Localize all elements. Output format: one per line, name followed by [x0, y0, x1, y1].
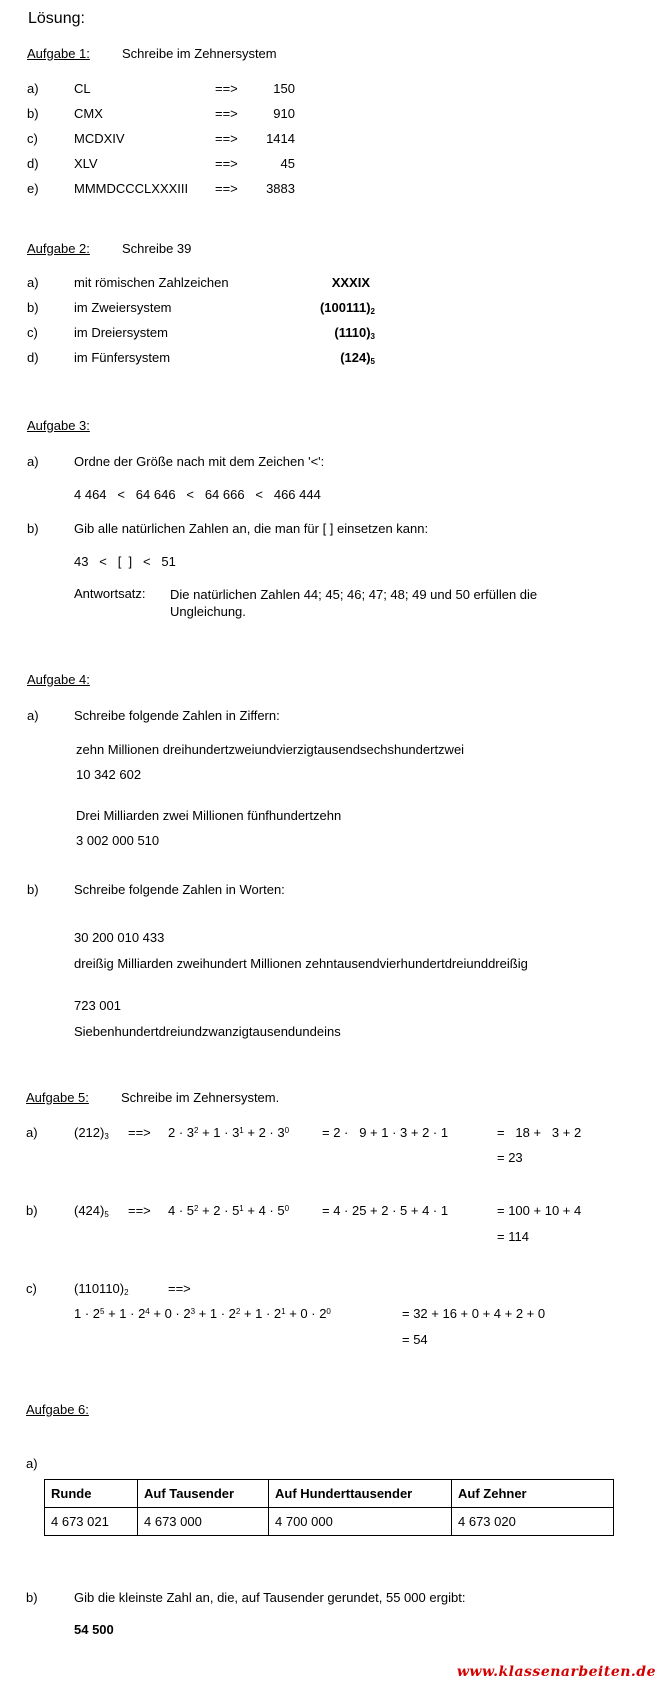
arrow: ==> [215, 156, 238, 171]
number-digits: 3 002 000 510 [76, 833, 160, 848]
decimal-value: 1414 [266, 131, 295, 146]
roman-numeral: CMX [74, 106, 103, 121]
question-text: mit römischen Zahlzeichen [74, 275, 229, 290]
result-sum: = 32 + 16 + 0 + 4 + 2 + 0 [402, 1306, 546, 1321]
decimal-value: 3883 [266, 181, 295, 196]
row-label: a) [27, 454, 39, 469]
question-text: im Zweiersystem [74, 300, 172, 315]
roman-numeral: XLV [74, 156, 98, 171]
result: = 114 [497, 1229, 529, 1244]
row-label: b) [27, 300, 39, 315]
table-cell: 4 673 000 [138, 1508, 269, 1536]
question-text: Schreibe folgende Zahlen in Ziffern: [74, 708, 280, 723]
row-label: c) [26, 1281, 37, 1296]
row-label: d) [27, 350, 39, 365]
row-label: b) [27, 106, 39, 121]
number-words: Drei Milliarden zwei Millionen fünfhundertzehn [76, 808, 342, 823]
aufgabe2-task: Schreibe 39 [122, 241, 192, 256]
arrow: ==> [128, 1203, 151, 1218]
question-text: im Fünfersystem [74, 350, 171, 365]
question-text: Ordne der Größe nach mit dem Zeichen '<': [74, 454, 325, 469]
expansion: $2 \cdot 3^2 + 1 \cdot 3^1 + 2 \cdot 3^0$ [168, 1125, 290, 1140]
answer: 4 464 < 64 646 < 64 666 < 466 444 [74, 487, 321, 502]
table-row [45, 1508, 614, 1536]
number-words: dreißig Milliarden zweihundert Millionen zehntausendvierhundertdreiunddreißig [74, 956, 528, 971]
number-digits: 723 001 [74, 998, 121, 1013]
base-number: $(110110)_2$ [74, 1281, 129, 1297]
antwortsatz-text: Die natürlichen Zahlen 44; 45; 46; 47; 48; 49 und 50 erfüllen die Ungleichung. [170, 587, 538, 619]
number-digits: 10 342 602 [76, 767, 142, 782]
table-header: Auf Zehner [452, 1480, 614, 1508]
base-number: $(424)_5$ [74, 1203, 109, 1219]
answer: XXXIX [331, 275, 370, 290]
decimal-value: 45 [280, 156, 295, 171]
row-label: c) [27, 131, 38, 146]
table-cell: 4 700 000 [269, 1508, 452, 1536]
row-label: b) [26, 1590, 38, 1605]
row-label: b) [27, 521, 39, 536]
answer: 43 < [ ] < 51 [74, 554, 176, 569]
table-header: Runde [45, 1480, 138, 1508]
row-label: a) [27, 708, 39, 723]
antwortsatz-label: Antwortsatz: [74, 586, 146, 601]
row-label: a) [26, 1125, 38, 1140]
row-label: a) [27, 81, 39, 96]
arrow: ==> [215, 131, 238, 146]
row-label: d) [27, 156, 39, 171]
answer: 54 500 [74, 1622, 114, 1637]
arrow: ==> [215, 181, 238, 196]
question-text: Gib alle natürlichen Zahlen an, die man für [ ] einsetzen kann: [74, 521, 429, 536]
question-text: Gib die kleinste Zahl an, die, auf Tausender gerundet, 55 000 ergibt: [74, 1590, 466, 1605]
aufgabe3-heading: Aufgabe 3: [27, 418, 90, 433]
aufgabe2-heading: Aufgabe 2: [27, 241, 90, 256]
rounding-table [44, 1479, 614, 1536]
row-label: a) [27, 275, 39, 290]
result-sum: = 18 + 3 + 2 [497, 1125, 582, 1140]
footer-url[interactable]: www.klassenarbeiten.de [456, 1664, 656, 1680]
arrow: ==> [215, 106, 238, 121]
expansion: $1 \cdot 2^5 + 1 \cdot 2^4 + 0 \cdot 2^3 + 1 \cdot 2^2 + 1 \cdot 2^1 + 0 \cdot 2^0$ [74, 1306, 331, 1321]
row-label: b) [26, 1203, 38, 1218]
roman-numeral: MMMDCCCLXXXIII [74, 181, 189, 196]
row-label: b) [27, 882, 39, 897]
result: = 23 [497, 1150, 523, 1165]
row-label: a) [26, 1456, 38, 1471]
question-text: im Dreiersystem [74, 325, 168, 340]
aufgabe6-heading: Aufgabe 6: [26, 1402, 89, 1417]
number-words: zehn Millionen dreihundertzweiundvierzigtausendsechshundertzwei [76, 742, 465, 757]
result: = 54 [402, 1332, 428, 1347]
aufgabe5-heading: Aufgabe 5: [26, 1090, 89, 1105]
roman-numeral: CL [74, 81, 91, 96]
aufgabe5-task: Schreibe im Zehnersystem. [121, 1090, 280, 1105]
result-sum: = 100 + 10 + 4 [497, 1203, 582, 1218]
arrow: ==> [168, 1281, 191, 1296]
aufgabe4-heading: Aufgabe 4: [27, 672, 90, 687]
number-digits: 30 200 010 433 [74, 930, 165, 945]
answer: $(100111)_2$ [319, 300, 375, 316]
table-cell: 4 673 021 [45, 1508, 138, 1536]
table-header: Auf Tausender [138, 1480, 269, 1508]
table-header: Auf Hunderttausender [269, 1480, 452, 1508]
expansion-evaluated: = 4 · 25 + 2 · 5 + 4 · 1 [322, 1203, 449, 1218]
aufgabe1-heading: Aufgabe 1: [27, 46, 90, 61]
answer: $(124)_5$ [340, 350, 375, 366]
expansion: $4 \cdot 5^2 + 2 \cdot 5^1 + 4 \cdot 5^0$ [168, 1203, 290, 1218]
table-header-row [45, 1480, 614, 1508]
page-title: Lösung: [28, 10, 85, 27]
aufgabe1-task: Schreibe im Zehnersystem [122, 46, 277, 61]
number-words: Siebenhundertdreiundzwanzigtausendundeins [74, 1024, 341, 1039]
row-label: c) [27, 325, 38, 340]
answer: $(1110)_3$ [334, 325, 375, 341]
base-number: $(212)_3$ [74, 1125, 109, 1141]
row-label: e) [27, 181, 39, 196]
question-text: Schreibe folgende Zahlen in Worten: [74, 882, 285, 897]
table-cell: 4 673 020 [452, 1508, 614, 1536]
decimal-value: 910 [273, 106, 295, 121]
arrow: ==> [128, 1125, 151, 1140]
decimal-value: 150 [273, 81, 295, 96]
roman-numeral: MCDXIV [74, 131, 125, 146]
arrow: ==> [215, 81, 238, 96]
expansion-evaluated: = 2 · 9 + 1 · 3 + 2 · 1 [322, 1125, 449, 1140]
